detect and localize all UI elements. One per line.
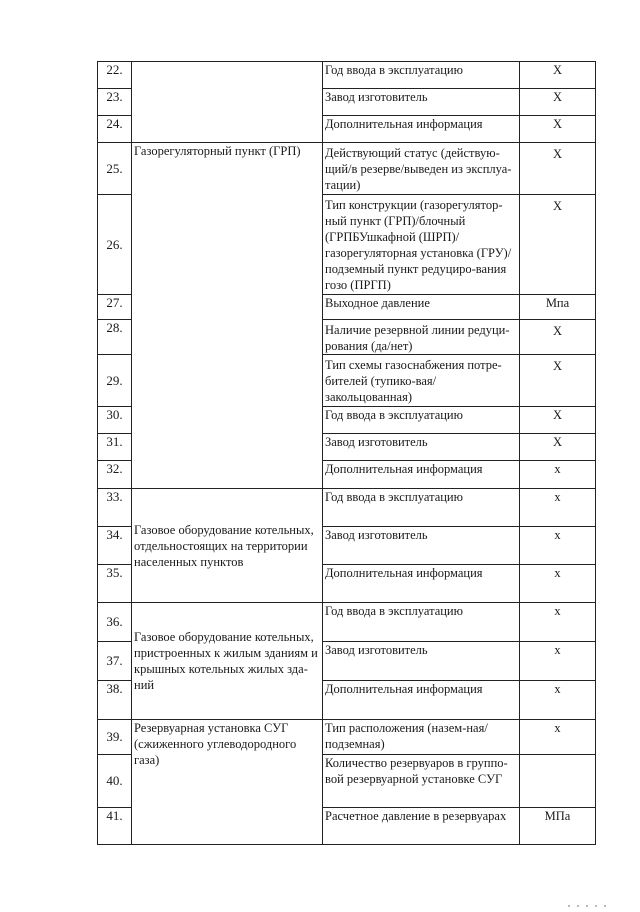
value-cell: X: [520, 62, 596, 89]
scan-dots: [568, 894, 618, 898]
parameter-cell: Тип расположения (назем-ная/подземная): [323, 720, 520, 755]
row-number: 36.: [98, 603, 132, 642]
value-cell: x: [520, 720, 596, 755]
value-cell: X: [520, 195, 596, 295]
row-number: 41.: [98, 808, 132, 845]
value-cell: МПа: [520, 808, 596, 845]
parameter-cell: Дополнительная информация: [323, 116, 520, 143]
row-number: 34.: [98, 527, 132, 565]
table-row: [98, 143, 596, 195]
value-cell: x: [520, 461, 596, 489]
value-cell: X: [520, 89, 596, 116]
row-number: 31.: [98, 434, 132, 461]
group-cell: [132, 62, 323, 143]
parameter-cell: Завод изготовитель: [323, 434, 520, 461]
row-number: 33.: [98, 489, 132, 527]
table-row: [98, 489, 596, 527]
table-row: [98, 62, 596, 89]
parameter-cell: Расчетное давление в резервуарах: [323, 808, 520, 845]
parameter-cell: Тип конструкции (газорегулятор-ный пункт (ГРП)/блочный (ГРПБУшкафной (ШРП)/газорегуляторная установка (ГРУ)/подземный пункт редуциро-вания гозо (ПРГП): [323, 195, 520, 295]
row-number: 39.: [98, 720, 132, 755]
value-cell: x: [520, 527, 596, 565]
row-number: 28.: [98, 320, 132, 355]
row-number: 29.: [98, 355, 132, 407]
group-cell: Резервуарная установка СУГ (сжиженного углеводородного газа): [132, 720, 323, 845]
group-cell: Газорегуляторный пункт (ГРП): [132, 143, 323, 489]
parameter-cell: Тип схемы газоснабжения потре-бителей (тупико-вая/закольцованная): [323, 355, 520, 407]
row-number: 23.: [98, 89, 132, 116]
row-number: 38.: [98, 681, 132, 720]
parameter-cell: Завод изготовитель: [323, 527, 520, 565]
parameter-cell: Действующий статус (действую-щий/в резерве/выведен из эксплуа-тации): [323, 143, 520, 195]
row-number: 24.: [98, 116, 132, 143]
parameter-cell: Год ввода в эксплуатацию: [323, 603, 520, 642]
value-cell: [520, 755, 596, 808]
row-number: 35.: [98, 565, 132, 603]
row-number: 32.: [98, 461, 132, 489]
value-cell: x: [520, 489, 596, 527]
value-cell: X: [520, 434, 596, 461]
row-number: 27.: [98, 295, 132, 320]
table-row: [98, 603, 596, 642]
value-cell: X: [520, 407, 596, 434]
row-number: 25.: [98, 143, 132, 195]
parameters-table: [97, 61, 596, 845]
group-cell: Газовое оборудование котельных, пристроенных к жилым зданиям и крышных котельных жилых зда-ний: [132, 603, 323, 720]
parameter-cell: Завод изготовитель: [323, 642, 520, 681]
row-number: 40.: [98, 755, 132, 808]
parameter-cell: Год ввода в эксплуатацию: [323, 489, 520, 527]
value-cell: x: [520, 603, 596, 642]
value-cell: X: [520, 355, 596, 407]
parameter-cell: Дополнительная информация: [323, 565, 520, 603]
value-cell: x: [520, 681, 596, 720]
value-cell: X: [520, 116, 596, 143]
row-number: 37.: [98, 642, 132, 681]
parameter-cell: Год ввода в эксплуатацию: [323, 407, 520, 434]
parameter-cell: Завод изготовитель: [323, 89, 520, 116]
table-row: [98, 720, 596, 755]
parameter-cell: Количество резервуаров в группо-вой резервуарной установке СУГ: [323, 755, 520, 808]
parameter-cell: Дополнительная информация: [323, 681, 520, 720]
parameter-cell: Дополнительная информация: [323, 461, 520, 489]
value-cell: Мпа: [520, 295, 596, 320]
group-cell: Газовое оборудование котельных, отдельностоящих на территории населенных пунктов: [132, 489, 323, 603]
parameter-cell: Выходное давление: [323, 295, 520, 320]
row-number: 30.: [98, 407, 132, 434]
row-number: 22.: [98, 62, 132, 89]
row-number: 26.: [98, 195, 132, 295]
value-cell: X: [520, 320, 596, 355]
value-cell: x: [520, 642, 596, 681]
parameter-cell: Наличие резервной линии редуци-рования (да/нет): [323, 320, 520, 355]
value-cell: X: [520, 143, 596, 195]
value-cell: x: [520, 565, 596, 603]
parameter-cell: Год ввода в эксплуатацию: [323, 62, 520, 89]
